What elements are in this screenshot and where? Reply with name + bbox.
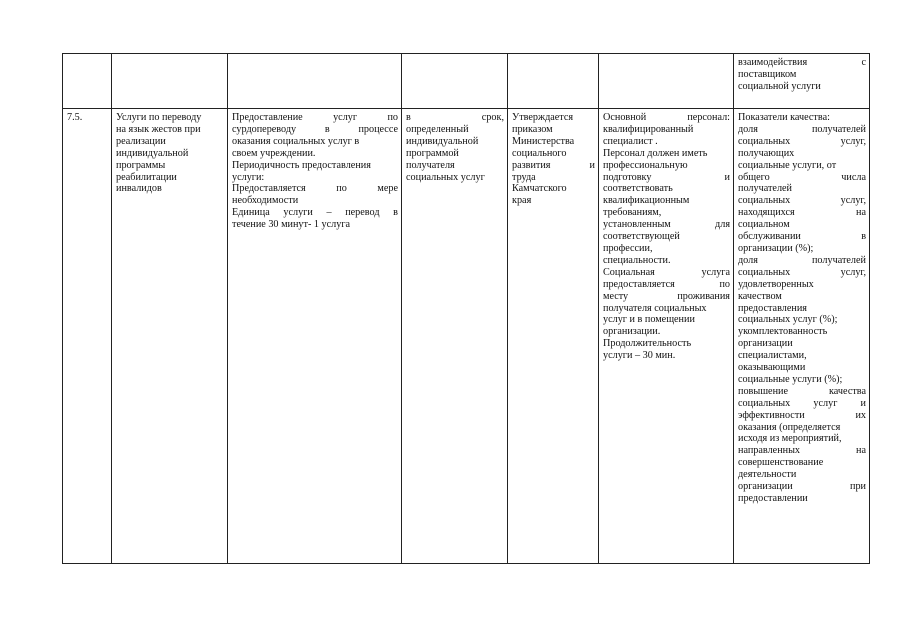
text-line (738, 57, 866, 69)
text-line: оказания (определяется (738, 421, 841, 433)
text-line (738, 207, 866, 219)
text-word: мере (377, 183, 398, 195)
text-word: месту (603, 290, 629, 302)
text-line (738, 136, 866, 148)
text-line: индивидуальной (406, 135, 479, 147)
text-line: специалист . (603, 135, 658, 147)
text-word: социальных (738, 195, 791, 207)
text-word: по (719, 278, 730, 290)
text-line: совершенствование (738, 457, 824, 469)
text-word: перевод (345, 207, 380, 219)
text-word: Предоставляется (232, 183, 306, 195)
table-cell (228, 54, 402, 109)
text-word: доля (738, 254, 758, 266)
service-term-cell (402, 109, 508, 564)
text-line: предоставления (738, 302, 807, 314)
text-line (738, 445, 866, 457)
text-line: программой (406, 147, 459, 159)
text-line: профессии, (603, 242, 653, 254)
text-word: с (861, 57, 866, 68)
text-line (603, 291, 730, 303)
text-word: и (724, 171, 730, 183)
text-line: получателя (406, 159, 455, 171)
text-word: социальных (738, 397, 791, 409)
text-word: в (406, 112, 411, 123)
text-word: услуг, (840, 195, 866, 207)
text-line (738, 172, 866, 184)
text-word: на (856, 445, 866, 457)
text-line (738, 410, 866, 422)
text-line: получателей (738, 183, 793, 195)
text-word: развития (512, 159, 551, 171)
table-cell (402, 54, 508, 109)
text-line (512, 160, 595, 172)
text-word: на (856, 207, 866, 219)
text-word: и (589, 159, 595, 171)
services-table (62, 53, 870, 564)
text-word: в (861, 231, 866, 243)
text-line (232, 183, 398, 195)
text-word: Единица (232, 207, 270, 219)
text-line: социальные услуги, от (738, 159, 837, 171)
text-word: процессе (358, 123, 398, 135)
text-line: Персонал должен иметь (603, 147, 708, 159)
text-line: реализации (116, 135, 166, 147)
text-line: течение 30 минут- 1 услуга (232, 219, 351, 231)
text-line: приказом (512, 123, 553, 135)
text-word: в (393, 207, 398, 219)
text-word: доля (738, 123, 758, 135)
text-line: соответствующей (603, 231, 680, 243)
text-word: обслуживании (738, 231, 801, 243)
table-row (63, 109, 870, 564)
text-word: – (326, 207, 332, 219)
text-line: качеством (738, 290, 782, 302)
row-number: 7.5. (67, 112, 83, 123)
text-line (738, 267, 866, 279)
text-line: исходя из мероприятий, (738, 433, 842, 445)
text-word: услуг, (840, 135, 866, 147)
text-line: на язык жестов при (116, 123, 201, 135)
text-word: в (324, 123, 330, 135)
text-line: Камчатского (512, 183, 567, 195)
text-line (603, 267, 730, 279)
text-line: требованиям, (603, 207, 662, 219)
table-cell (599, 54, 734, 109)
text-word: при (850, 481, 866, 493)
text-word: организации (738, 481, 793, 493)
text-line: удовлетворенных (738, 278, 814, 290)
table-row (63, 54, 870, 109)
text-word: по (336, 183, 347, 195)
text-word: услуга (701, 266, 730, 278)
text-word: Социальная (603, 266, 655, 278)
text-word: взаимодействия (738, 57, 808, 68)
conditions-cell (599, 109, 734, 564)
text-line: специалистами, (738, 350, 807, 362)
text-line: социальном (738, 219, 790, 231)
text-line: поставщиком (738, 68, 797, 80)
text-word: для (715, 219, 730, 231)
text-line (232, 112, 398, 124)
text-word: установленным (603, 219, 671, 231)
text-line: соответствовать (603, 183, 673, 195)
text-word: их (855, 409, 866, 421)
quality-indicators-cell (734, 109, 870, 564)
text-line (406, 112, 504, 124)
text-line (738, 255, 866, 267)
text-line (738, 481, 866, 493)
text-line: социальных услуг (%); (738, 314, 838, 326)
row-number-cell (63, 109, 112, 564)
text-word: по (387, 112, 398, 123)
text-line (738, 231, 866, 243)
text-line: Периодичность предоставления (232, 159, 371, 171)
text-line: края (512, 195, 532, 207)
text-line: Показатели качества: (738, 112, 830, 123)
text-line (738, 124, 866, 136)
text-line: Министерства (512, 135, 575, 147)
text-line: получающих (738, 147, 795, 159)
text-line (603, 279, 730, 291)
text-line (603, 112, 730, 124)
text-line: организации. (603, 326, 661, 338)
text-line: реабилитации (116, 171, 177, 183)
text-word: услуг (333, 112, 358, 123)
approval-cell (508, 109, 599, 564)
text-line: получателя социальных (603, 302, 707, 314)
text-word: услуг, (840, 266, 866, 278)
text-word: числа (841, 171, 866, 183)
text-word: получателей (811, 254, 866, 266)
text-word: срок, (481, 112, 504, 123)
text-line (738, 386, 866, 398)
service-description-cell (228, 109, 402, 564)
text-line: оказывающими (738, 362, 806, 374)
text-line: социального (512, 147, 567, 159)
table-cell (734, 54, 870, 109)
text-line: социальные услуги (%); (738, 373, 843, 385)
text-line (603, 172, 730, 184)
text-line: специальности. (603, 254, 671, 266)
text-line: программы (116, 159, 166, 171)
text-line: социальной услуги (738, 80, 821, 92)
text-word: и (860, 397, 866, 409)
text-word: повышение (738, 385, 788, 397)
text-line: своем учреждении. (232, 147, 316, 159)
text-line: инвалидов (116, 183, 162, 195)
service-name-cell (112, 109, 228, 564)
table-cell (63, 54, 112, 109)
text-line: Услуги по переводу (116, 112, 202, 123)
text-line: индивидуальной (116, 147, 189, 159)
text-line: оказания социальных услуг в (232, 135, 360, 147)
text-line (738, 398, 866, 410)
text-line (603, 219, 730, 231)
text-line: необходимости (232, 195, 299, 207)
text-line: организации (738, 338, 793, 350)
text-word: социальных (738, 135, 791, 147)
text-word: проживания (677, 290, 730, 302)
text-line: услуги: (232, 171, 265, 183)
text-line: организации (%); (738, 242, 814, 254)
table-cell (508, 54, 599, 109)
text-word: услуги (283, 207, 313, 219)
text-line: услуги – 30 мин. (603, 350, 676, 362)
text-word: направленных (738, 445, 801, 457)
text-line (232, 124, 398, 136)
text-word: Предоставление (232, 112, 303, 123)
text-line: Продолжительность (603, 338, 692, 350)
text-word: сурдопереводу (232, 123, 297, 135)
text-line: определенный (406, 123, 469, 135)
text-line: укомплектованность (738, 326, 828, 338)
text-line: социальных услуг (406, 171, 485, 183)
text-line: предоставлении (738, 493, 808, 504)
text-word: подготовку (603, 171, 652, 183)
text-word: услуг (813, 397, 838, 409)
text-word: качества (829, 385, 866, 397)
text-word: предоставляется (603, 278, 675, 290)
text-line (738, 195, 866, 207)
text-word: находящихся (738, 207, 795, 219)
text-word: общего (738, 171, 770, 183)
text-line: профессиональную (603, 159, 688, 171)
table-cell (112, 54, 228, 109)
text-line: деятельности (738, 469, 797, 481)
text-line: услуг и в помещении (603, 314, 695, 326)
text-word: эффективности (738, 409, 805, 421)
text-line: квалифицированный (603, 123, 694, 135)
text-line (232, 207, 398, 219)
text-word: получателей (811, 123, 866, 135)
text-line: квалификационным (603, 195, 690, 207)
text-word: социальных (738, 266, 791, 278)
text-line: труда (512, 171, 536, 183)
text-word: персонал: (687, 112, 730, 123)
text-line: Утверждается (512, 112, 574, 123)
text-word: Основной (603, 112, 647, 123)
